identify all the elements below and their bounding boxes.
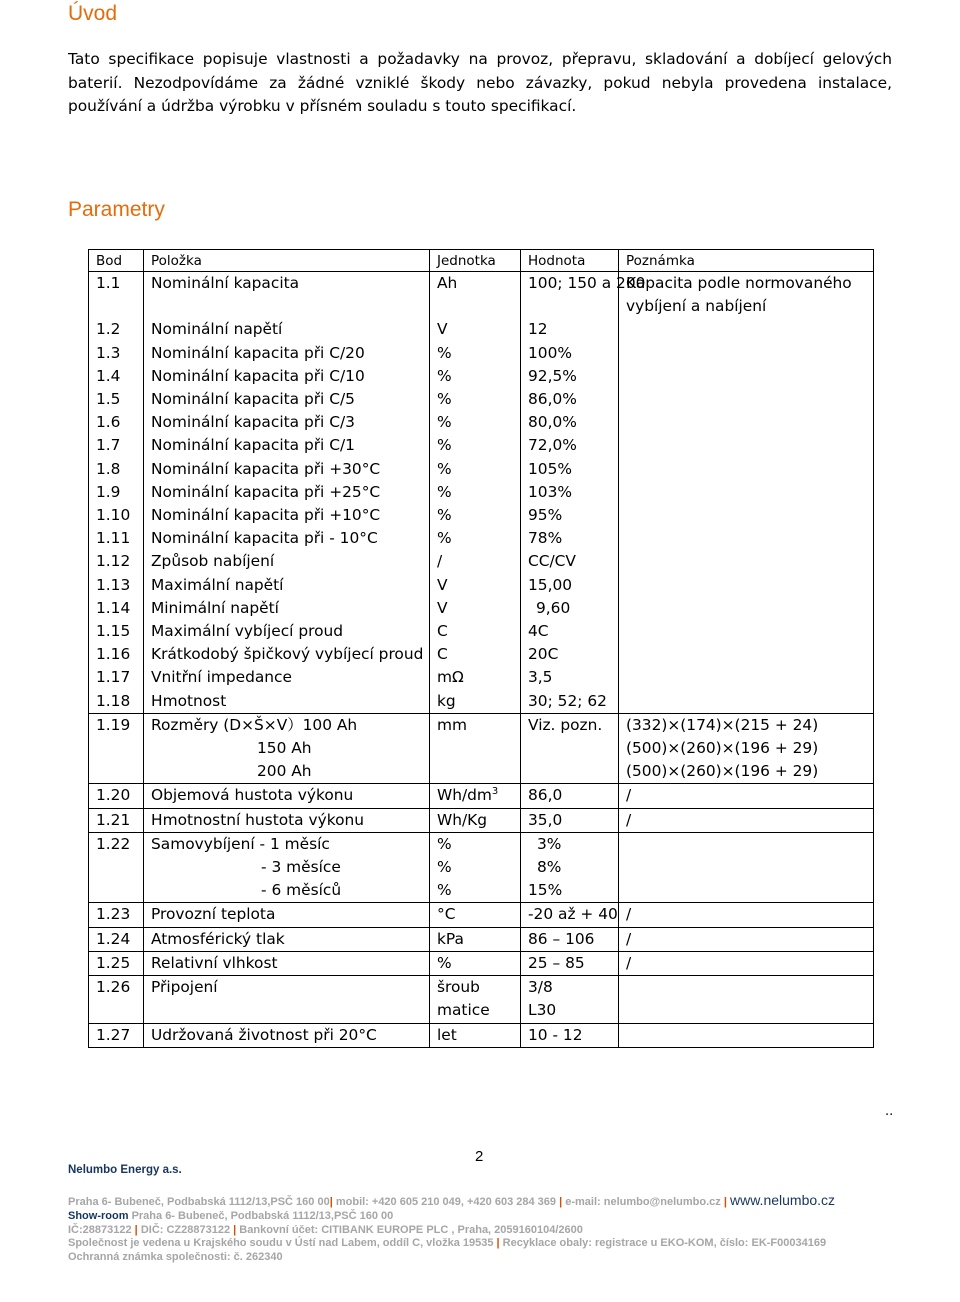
value-line: 3% <box>537 834 562 853</box>
row-item: Nominální napětí <box>144 318 430 341</box>
row-item: Nominální kapacita při C/5 <box>144 388 430 411</box>
header-bod: Bod <box>89 250 144 272</box>
page-footer <box>68 1194 948 1265</box>
footer-registration: Společnost je vedena u Krajského soudu v Ústí nad Labem, oddíl C, vložka 19535 <box>68 1237 494 1250</box>
row-bod: 1.2 <box>89 318 144 341</box>
table-row <box>89 342 874 365</box>
item-line: 200 Ah <box>257 762 312 781</box>
row-bod: 1.27 <box>89 1023 144 1047</box>
row-item: Připojení <box>144 976 430 1023</box>
row-note: / <box>619 903 874 927</box>
table-row <box>89 504 874 527</box>
row-bod: 1.6 <box>89 411 144 434</box>
row-unit: % <box>430 411 521 434</box>
item-line: - 6 měsíců <box>261 881 342 900</box>
unit-line: % <box>437 858 452 877</box>
note-line: (332)×(174)×(215 + 24) <box>626 715 819 734</box>
table-row <box>89 690 874 714</box>
item-line: Samovybíjení - 1 měsíc <box>151 834 330 853</box>
header-polozka: Položka <box>144 250 430 272</box>
row-value: 86,0% <box>521 388 619 411</box>
row-bod: 1.11 <box>89 527 144 550</box>
unit-line: matice <box>437 1001 490 1020</box>
row-unit: let <box>430 1023 521 1047</box>
footer-separator: | <box>723 1196 727 1208</box>
value-line: 3/8 <box>528 978 553 997</box>
row-bod: 1.8 <box>89 458 144 481</box>
row-unit: V <box>430 318 521 341</box>
row-note <box>619 620 874 643</box>
row-unit <box>430 976 521 1023</box>
table-row <box>89 365 874 388</box>
heading-parameters: Parametry <box>68 198 165 221</box>
item-line: - 3 měsíce <box>261 858 341 877</box>
header-hodnota: Hodnota <box>521 250 619 272</box>
row-item: Způsob nabíjení <box>144 550 430 573</box>
row-unit: C <box>430 620 521 643</box>
row-unit: % <box>430 365 521 388</box>
row-value: 10 - 12 <box>521 1023 619 1047</box>
row-value: 105% <box>521 458 619 481</box>
row-note <box>619 713 874 784</box>
row-bod: 1.20 <box>89 784 144 808</box>
row-bod: 1.5 <box>89 388 144 411</box>
table-row <box>89 434 874 457</box>
row-item: Nominální kapacita při +25°C <box>144 481 430 504</box>
footer-separator: | <box>496 1237 500 1250</box>
table-row <box>89 666 874 689</box>
footer-separator: | <box>134 1223 138 1236</box>
table-row <box>89 927 874 951</box>
row-unit: mm <box>430 713 521 784</box>
row-unit: Ah <box>430 272 521 319</box>
row-note <box>619 666 874 689</box>
row-value: 30; 52; 62 <box>521 690 619 714</box>
row-note <box>619 550 874 573</box>
row-value: 72,0% <box>521 434 619 457</box>
row-bod: 1.23 <box>89 903 144 927</box>
row-item: Nominální kapacita při - 10°C <box>144 527 430 550</box>
unit-text: Wh/dm <box>437 786 492 805</box>
row-item: Maximální vybíjecí proud <box>144 620 430 643</box>
row-unit: % <box>430 458 521 481</box>
parameters-table <box>88 249 874 1048</box>
row-note <box>619 643 874 666</box>
row-item: Nominální kapacita při C/20 <box>144 342 430 365</box>
item-line: Rozměry (D×Š×V）100 Ah <box>151 715 358 734</box>
row-value: 86,0 <box>521 784 619 808</box>
footer-separator: | <box>559 1196 563 1208</box>
row-bod: 1.25 <box>89 951 144 975</box>
row-bod: 1.9 <box>89 481 144 504</box>
footer-address: Praha 6- Bubeneč, Podbabská 1112/13,PSČ 160 00 <box>68 1196 330 1208</box>
row-value: 95% <box>521 504 619 527</box>
row-note <box>619 690 874 714</box>
value-line: 8% <box>537 858 562 877</box>
header-jednotka: Jednotka <box>430 250 521 272</box>
row-note <box>619 318 874 341</box>
row-value: 103% <box>521 481 619 504</box>
row-note <box>619 527 874 550</box>
row-unit <box>430 784 521 808</box>
table-row <box>89 318 874 341</box>
item-line: 150 Ah <box>257 739 312 758</box>
row-bod: 1.17 <box>89 666 144 689</box>
footer-bank: Bankovní účet: CITIBANK EUROPE PLC , Praha, 2059160104/2600 <box>239 1223 583 1236</box>
row-value: 78% <box>521 527 619 550</box>
row-item: Vnitřní impedance <box>144 666 430 689</box>
row-value: 3,5 <box>521 666 619 689</box>
row-bod: 1.7 <box>89 434 144 457</box>
row-item: Provozní teplota <box>144 903 430 927</box>
row-note <box>619 481 874 504</box>
table-row <box>89 1023 874 1047</box>
row-bod: 1.15 <box>89 620 144 643</box>
row-item: Nominální kapacita při C/1 <box>144 434 430 457</box>
row-note <box>619 388 874 411</box>
row-bod: 1.24 <box>89 927 144 951</box>
unit-superscript: 3 <box>491 786 499 798</box>
row-note <box>619 342 874 365</box>
row-value: 4C <box>521 620 619 643</box>
row-note: / <box>619 808 874 832</box>
row-unit: % <box>430 388 521 411</box>
table-row <box>89 643 874 666</box>
row-unit: kPa <box>430 927 521 951</box>
table-row <box>89 808 874 832</box>
row-value: 100; 150 a 200 <box>521 272 619 319</box>
row-note <box>619 504 874 527</box>
footer-ico: IČ:28873122 <box>68 1223 132 1236</box>
table-header-row <box>89 250 874 272</box>
footer-dic: DIČ: CZ28873122 <box>140 1223 231 1236</box>
row-value: 20C <box>521 643 619 666</box>
row-note <box>619 574 874 597</box>
row-item: Objemová hustota výkonu <box>144 784 430 808</box>
row-value: 80,0% <box>521 411 619 434</box>
row-unit: % <box>430 527 521 550</box>
row-note: / <box>619 951 874 975</box>
row-note <box>619 832 874 903</box>
row-unit: % <box>430 342 521 365</box>
row-item: Relativní vlhkost <box>144 951 430 975</box>
row-value <box>521 976 619 1023</box>
row-note: / <box>619 927 874 951</box>
row-bod: 1.14 <box>89 597 144 620</box>
row-bod: 1.10 <box>89 504 144 527</box>
header-poznamka: Poznámka <box>619 250 874 272</box>
row-value: 9,60 <box>521 597 619 620</box>
footer-recycling: Recyklace obaly: registrace u EKO-KOM, číslo: EK-F00034169 <box>502 1237 827 1250</box>
row-value: 86 – 106 <box>521 927 619 951</box>
row-bod: 1.13 <box>89 574 144 597</box>
row-note <box>619 597 874 620</box>
row-bod: 1.4 <box>89 365 144 388</box>
row-unit: % <box>430 434 521 457</box>
row-item: Atmosférický tlak <box>144 927 430 951</box>
row-note <box>619 458 874 481</box>
row-item: Maximální napětí <box>144 574 430 597</box>
row-unit: V <box>430 597 521 620</box>
row-bod: 1.26 <box>89 976 144 1023</box>
footer-separator: | <box>233 1223 237 1236</box>
row-unit <box>430 832 521 903</box>
row-unit: % <box>430 504 521 527</box>
row-value: 92,5% <box>521 365 619 388</box>
page-number: 2 <box>475 1148 484 1165</box>
row-unit: C <box>430 643 521 666</box>
row-value: -20 až + 40 <box>521 903 619 927</box>
note-line: (500)×(260)×(196 + 29) <box>626 762 819 781</box>
row-item <box>144 832 430 903</box>
table-row <box>89 976 874 1023</box>
table-row <box>89 550 874 573</box>
row-note <box>619 1023 874 1047</box>
value-line: 15% <box>528 881 563 900</box>
row-item: Nominální kapacita při +10°C <box>144 504 430 527</box>
row-note <box>619 411 874 434</box>
row-unit: / <box>430 550 521 573</box>
table-row <box>89 951 874 975</box>
unit-line: % <box>437 881 452 900</box>
row-item: Nominální kapacita <box>144 272 430 319</box>
table-row <box>89 574 874 597</box>
row-bod: 1.21 <box>89 808 144 832</box>
table-row <box>89 527 874 550</box>
table-row <box>89 713 874 784</box>
row-bod: 1.19 <box>89 713 144 784</box>
row-unit: kg <box>430 690 521 714</box>
unit-line: šroub <box>437 978 480 997</box>
table-row <box>89 620 874 643</box>
table-row <box>89 832 874 903</box>
row-value: 25 – 85 <box>521 951 619 975</box>
row-unit: °C <box>430 903 521 927</box>
row-bod: 1.22 <box>89 832 144 903</box>
row-value: 15,00 <box>521 574 619 597</box>
row-note <box>619 976 874 1023</box>
row-unit: mΩ <box>430 666 521 689</box>
row-bod: 1.12 <box>89 550 144 573</box>
table-row <box>89 411 874 434</box>
row-value: CC/CV <box>521 550 619 573</box>
row-unit: % <box>430 481 521 504</box>
row-bod: 1.3 <box>89 342 144 365</box>
footer-email[interactable]: e-mail: nelumbo@nelumbo.cz <box>565 1196 721 1208</box>
row-item: Nominální kapacita při C/10 <box>144 365 430 388</box>
table-row <box>89 272 874 319</box>
row-item: Krátkodobý špičkový vybíjecí proud <box>144 643 430 666</box>
row-note: Kapacita podle normovaného vybíjení a nabíjení <box>619 272 874 319</box>
row-bod: 1.18 <box>89 690 144 714</box>
heading-intro: Úvod <box>68 2 118 25</box>
row-value <box>521 832 619 903</box>
row-note <box>619 365 874 388</box>
row-item: Hmotnostní hustota výkonu <box>144 808 430 832</box>
table-row <box>89 458 874 481</box>
note-line: (500)×(260)×(196 + 29) <box>626 739 819 758</box>
row-item <box>144 713 430 784</box>
unit-line: % <box>437 834 452 853</box>
row-item: Minimální napětí <box>144 597 430 620</box>
page-marker-dots: .. <box>885 1104 894 1119</box>
row-item: Nominální kapacita při C/3 <box>144 411 430 434</box>
row-unit: % <box>430 951 521 975</box>
row-item: Nominální kapacita při +30°C <box>144 458 430 481</box>
footer-trademark: Ochranná známka společnosti: č. 262340 <box>68 1251 283 1264</box>
row-unit: Wh/Kg <box>430 808 521 832</box>
row-item: Hmotnost <box>144 690 430 714</box>
row-bod: 1.1 <box>89 272 144 319</box>
table-row <box>89 481 874 504</box>
footer-website-link[interactable]: www.nelumbo.cz <box>730 1192 836 1208</box>
footer-phone: mobil: +420 605 210 049, +420 603 284 369 <box>335 1196 557 1208</box>
table-row <box>89 903 874 927</box>
company-name: Nelumbo Energy a.s. <box>68 1164 182 1176</box>
row-value: Viz. pozn. <box>521 713 619 784</box>
table-row <box>89 388 874 411</box>
row-note: / <box>619 784 874 808</box>
table-row <box>89 784 874 808</box>
row-unit: V <box>430 574 521 597</box>
row-value: 35,0 <box>521 808 619 832</box>
intro-paragraph: Tato specifikace popisuje vlastnosti a požadavky na provoz, přepravu, skladování a dobíjecí gelových baterií. Nezodpovídáme za žádné vzniklé škody nebo závazky, pokud nebyla provedena instalace, používání a údržba výrobku v přísném souladu s touto specifikací. <box>68 50 892 115</box>
footer-showroom-label: Show-room <box>68 1209 129 1222</box>
row-value: 12 <box>521 318 619 341</box>
value-line: L30 <box>528 1001 557 1020</box>
row-bod: 1.16 <box>89 643 144 666</box>
row-note <box>619 434 874 457</box>
row-item: Udržovaná životnost při 20°C <box>144 1023 430 1047</box>
footer-showroom-address: Praha 6- Bubeneč, Podbabská 1112/13,PSČ 160 00 <box>131 1209 394 1222</box>
table-row <box>89 597 874 620</box>
footer-separator: | <box>329 1196 333 1208</box>
row-value: 100% <box>521 342 619 365</box>
